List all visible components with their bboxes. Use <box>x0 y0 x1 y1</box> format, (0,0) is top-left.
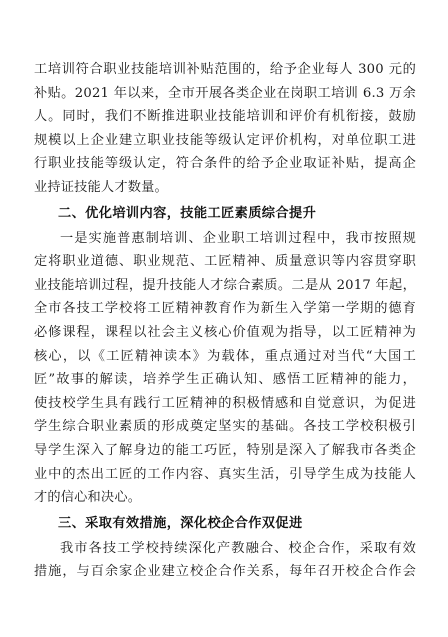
text-line: 行职业技能等级认定，符合条件的给予企业取证补贴，提高企 <box>34 156 416 172</box>
text-line: 学生综合职业素质的形成奠定坚实的基础。各技工学校积极引 <box>34 419 416 435</box>
text-line: 补贴。2021 年以来，全市开展各类企业在岗职工培训 6.3 万余 <box>34 85 416 101</box>
text-line: 才的信心和决心。 <box>34 490 142 506</box>
section-heading-3: 三、采取有效措施，深化校企合作双促进 <box>58 515 303 531</box>
text-line: 核心，以《工匠精神读本》为载体，重点通过对当代“大国工 <box>34 348 416 364</box>
text-line: 工培训符合职业技能培训补贴范围的，给予企业每人 300 元的 <box>34 62 416 77</box>
text-line: 规模以上企业建立职业技能等级认定评价机构，对单位职工进 <box>34 132 416 148</box>
text-line: 措施，与百余家企业建立校企合作关系，每年召开校企合作会 <box>34 564 416 580</box>
text-line: 使技校学生具有践行工匠精神的积极情感和自觉意识，为促进 <box>34 395 416 411</box>
text-line: 匠”故事的解读，培养学生正确认知、感悟工匠精神的能力， <box>34 372 416 388</box>
text-line: 我市各技工学校持续深化产教融合、校企合作，采取有效 <box>60 540 416 556</box>
text-line: 业持证技能人才数量。 <box>34 179 168 195</box>
text-line: 人。同时，我们不断推进职业技能培训和评价有机衔接，鼓励 <box>34 109 416 125</box>
paragraph-training-content <box>34 227 416 510</box>
document-body <box>34 58 416 584</box>
paragraph-training-subsidy <box>34 58 416 200</box>
text-line: 一是实施普惠制培训、企业职工培训过程中，我市按照规 <box>60 230 416 246</box>
text-line: 业中的杰出工匠的工作内容、真实生活，引导学生成为技能人 <box>34 466 416 482</box>
text-line: 全市各技工学校将工匠精神教育作为新生入学第一学期的德育 <box>34 301 416 317</box>
paragraph-school-enterprise <box>34 537 416 584</box>
text-line: 必修课程，课程以社会主义核心价值观为指导，以工匠精神为 <box>34 324 416 340</box>
section-heading-2: 二、优化培训内容，技能工匠素质综合提升 <box>58 205 317 221</box>
text-line: 定将职业道德、职业规范、工匠精神、质量意识等内容贯穿职 <box>34 254 416 270</box>
text-line: 业技能培训过程，提升技能人才综合素质。二是从 2017 年起， <box>34 277 416 293</box>
text-line: 导学生深入了解身边的能工巧匠，特别是深入了解我市各类企 <box>34 442 416 458</box>
